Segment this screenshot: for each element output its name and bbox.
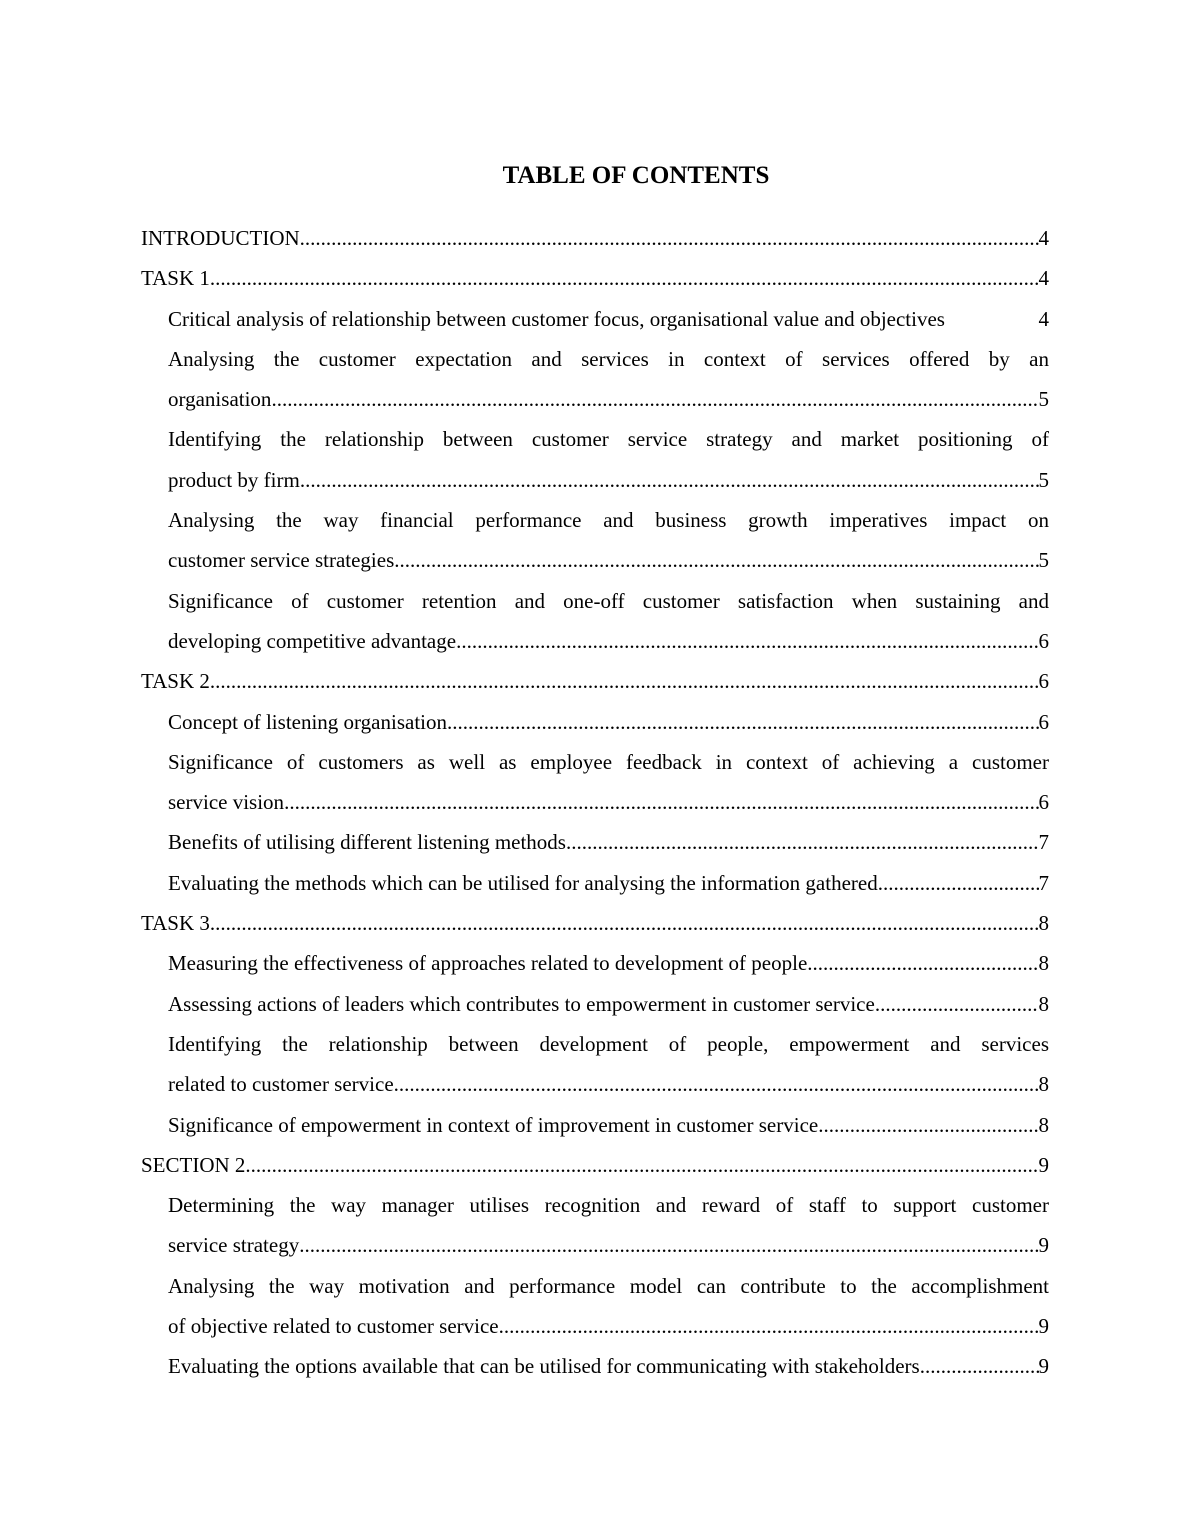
toc-entry-text-first-line: Determining the way manager utilises recognition and reward of staff to support customer [168,1193,1049,1218]
toc-entry-text-first-line: Significance of customers as well as employee feedback in context of achieving a customer [168,749,1049,774]
toc-entry-text-first-line: Identifying the relationship between development of people, empowerment and services [168,1031,1049,1056]
toc-entry-title: related to customer service [168,1072,394,1097]
toc-entry-title: Critical analysis of relationship between customer focus, organisational value and objectives [168,306,945,331]
toc-entry-title: SECTION 2 [141,1152,246,1177]
toc-entry-text-first-line: Identifying the relationship between customer service strategy and market positioning of [168,427,1049,452]
toc-entry[interactable] [168,419,1049,500]
toc-entry-title: Assessing actions of leaders which contributes to empowerment in customer service [168,991,875,1016]
toc-entry-title: TASK 2 [141,669,210,694]
toc-page-number: 8 [1038,1072,1049,1097]
toc-entry-title: Benefits of utilising different listening methods [168,830,566,855]
toc-entry-title: INTRODUCTION [141,226,300,250]
toc-entry-title: Significance of empowerment in context of improvement in customer service [168,1112,819,1137]
toc-entry[interactable] [168,943,1049,983]
toc-page-number: 6 [1038,628,1049,653]
toc-page-number: 5 [1038,548,1049,573]
toc-entry-title: service vision [168,790,285,815]
toc-page-number: 9 [1038,1233,1049,1258]
toc-page-number: 8 [1038,991,1049,1016]
toc-entry[interactable] [141,661,1049,701]
toc-entry-text-first-line: Analysing the way financial performance and business growth imperatives impact on [168,508,1049,533]
toc-entry[interactable] [168,581,1049,662]
toc-entry[interactable] [168,1266,1049,1347]
toc-entry[interactable] [168,702,1049,742]
dot-leader [875,984,1039,1024]
toc-entry[interactable] [168,339,1049,420]
toc-entry-title: product by firm [168,467,300,492]
toc-page-number: 4 [1038,226,1049,250]
toc-entry-title: developing competitive advantage [168,628,457,653]
toc-page-number: 8 [1038,911,1049,936]
toc-entry[interactable] [168,742,1049,823]
dot-leader [394,1064,1039,1104]
toc-entry-title: TASK 3 [141,911,210,936]
toc-page-number: 9 [1038,1314,1049,1339]
toc-entry[interactable] [168,863,1049,903]
toc-page-number: 6 [1038,790,1049,815]
dot-leader [566,822,1039,862]
toc-title: TABLE OF CONTENTS [502,162,770,189]
toc-entry[interactable] [168,1024,1049,1105]
toc-entry-text-first-line: Significance of customer retention and one-off customer satisfaction when sustaining and [168,588,1049,613]
toc-entry[interactable] [168,500,1049,581]
toc-entry[interactable] [168,822,1049,862]
toc-page-number: 5 [1038,467,1049,492]
toc-entry-title: organisation [168,387,272,412]
toc-page-number: 8 [1038,1112,1049,1137]
toc-page-number: 4 [1038,306,1049,331]
toc-entry-title: customer service strategies [168,548,395,573]
dot-leader [210,258,1039,298]
toc-entry-text-first-line: Analysing the customer expectation and services in context of services offered by an [168,346,1049,371]
toc-page-number: 9 [1038,1152,1049,1177]
toc-page-number: 5 [1038,387,1049,412]
toc-entry-title: service strategy [168,1233,300,1258]
toc-entry[interactable] [168,1185,1049,1266]
dot-leader [499,1306,1039,1346]
table-of-contents [141,218,1049,1387]
toc-entry[interactable] [168,1346,1049,1386]
dot-leader [245,1145,1038,1185]
dot-leader [807,943,1038,983]
toc-page-number: 9 [1038,1354,1049,1379]
toc-page-number: 6 [1038,669,1049,694]
toc-entry[interactable] [141,258,1049,298]
toc-entry[interactable] [168,984,1049,1024]
dot-leader [920,1346,1039,1386]
toc-page-number: 7 [1038,870,1049,895]
toc-page-number: 4 [1038,266,1049,291]
dot-leader [456,621,1038,661]
dot-leader [299,1225,1038,1265]
toc-entry-title: Evaluating the methods which can be utilised for analysing the information gathered [168,870,878,895]
toc-entry[interactable] [141,1145,1049,1185]
dot-leader [447,702,1039,742]
toc-page-number: 6 [1038,709,1049,734]
dot-leader [818,1105,1038,1145]
toc-entry[interactable] [168,299,1049,339]
toc-entry-title: Measuring the effectiveness of approaches related to development of people [168,951,808,976]
dot-leader [271,379,1038,419]
toc-entry-title: of objective related to customer service [168,1314,499,1339]
dot-leader [284,782,1038,822]
toc-entry[interactable] [141,903,1049,943]
toc-entry-title: Concept of listening organisation [168,709,447,734]
dot-leader [394,540,1038,580]
dot-leader [210,903,1039,943]
dot-leader [210,661,1039,701]
toc-entry[interactable] [168,1105,1049,1145]
toc-entry-title: TASK 1 [141,266,210,291]
toc-entry-text-first-line: Analysing the way motivation and performance model can contribute to the accomplishment [168,1273,1049,1298]
dot-leader [300,218,1039,258]
dot-leader [300,460,1039,500]
dot-leader [878,863,1039,903]
toc-entry-title: Evaluating the options available that can be utilised for communicating with stakeholders [168,1354,920,1379]
toc-page-number: 7 [1038,830,1049,855]
toc-page-number: 8 [1038,951,1049,976]
toc-entry[interactable] [141,218,1049,258]
